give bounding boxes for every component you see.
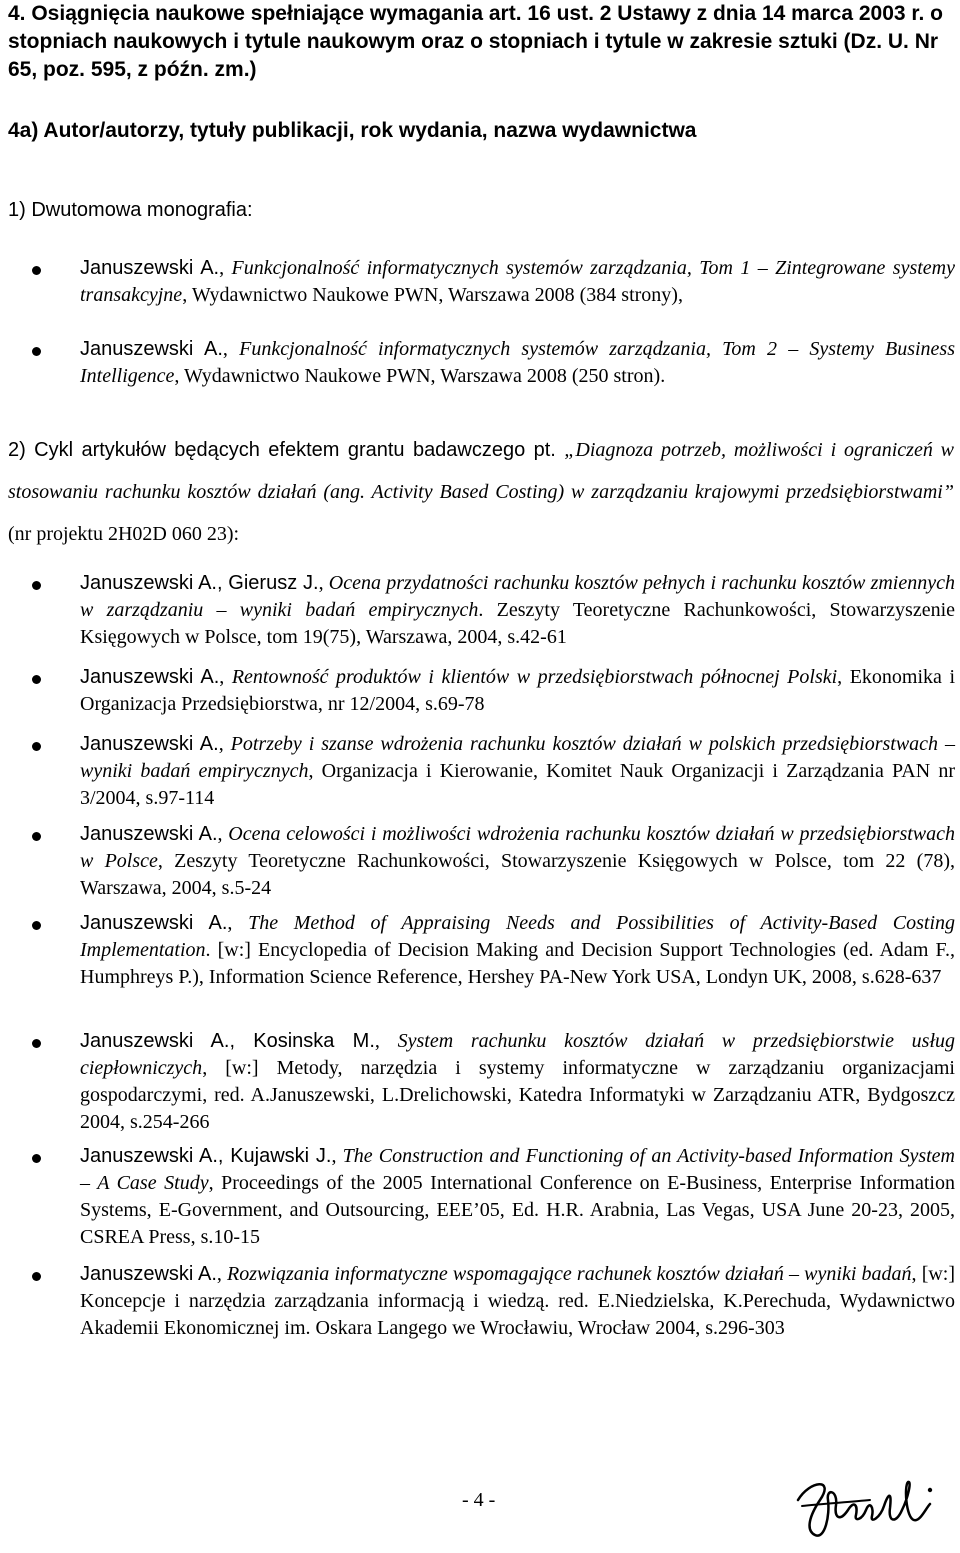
grant-intro: 2) Cykl artykułów będących efektem grantu badawczego pt.	[8, 439, 565, 461]
separator: ,	[318, 572, 329, 594]
reference-item	[80, 570, 955, 651]
monograph-label: 1) Dwutomowa monografia:	[8, 199, 253, 221]
bullet-icon	[32, 742, 41, 751]
grant-project-number: (nr projektu 2H02D 060 23):	[8, 523, 240, 545]
separator: ,	[222, 338, 240, 360]
subsection-heading: 4a) Autor/autorzy, tytuły publikacji, rok wydania, nazwa wydawnictwa	[8, 119, 697, 142]
reference-author: Januszewski A.	[80, 338, 223, 360]
bullet-icon	[32, 266, 41, 275]
bullet-icon	[32, 1039, 41, 1048]
reference-details: , [w:] Koncepcje i narzędzia zarządzania informacją i wiedzą. red. E.Niedzielska, K.Perechuda, Wydawnictwo Akademii Ekonomicznej im. Oskara Langego we Wrocławiu, Wrocław 2004, s.296-303	[80, 1263, 956, 1339]
reference-item	[80, 255, 955, 309]
reference-title: The Method of Appraising Needs and Possibilities of Activity-Based Costing Implementation	[80, 912, 956, 961]
reference-title: Ocena celowości i możliwości wdrożenia rachunku kosztów działań w przedsiębiorstwach w Polsce	[80, 823, 955, 872]
reference-title: Funkcjonalność informatycznych systemów zarządzania, Tom 2 – Systemy Business Intelligence	[80, 338, 955, 387]
bullet-icon	[32, 921, 41, 930]
reference-item	[80, 1028, 955, 1136]
reference-details: . Zeszyty Teoretyczne Rachunkowości, Stowarzyszenie Księgowych w Polsce, tom 19(75), Warszawa, 2004, s.42-61	[80, 599, 956, 648]
reference-details: , [w:] Metody, narzędzia i systemy informatyczne w zarządzaniu organizacjami gospodarczymi, red. A.Januszewski, L.Drelichowski, Katedra Informatyki w Zarządzaniu ATR, Bydgoszcz 2004, s.254-266	[80, 1057, 955, 1133]
separator: ,	[227, 912, 249, 934]
reference-item	[80, 1143, 955, 1251]
bullet-icon	[32, 347, 41, 356]
separator: ,	[217, 823, 229, 845]
reference-item	[80, 336, 955, 390]
reference-author: Januszewski A.	[80, 666, 220, 688]
section-heading: 4. Osiągnięcia naukowe spełniające wymagania art. 16 ust. 2 Ustawy z dnia 14 marca 2003 r. o stopniach naukowych i tytule naukowym oraz o stopniach i tytule w zakresie sztuki (Dz. U. Nr 65, poz. 595, z późn. zm.)	[8, 2, 943, 81]
reference-details: , Wydawnictwo Naukowe PWN, Warszawa 2008 (384 strony),	[182, 284, 683, 306]
reference-author: Januszewski A., Kujawski J.	[80, 1145, 332, 1167]
reference-details: , Zeszyty Teoretyczne Rachunkowości, Stowarzyszenie Księgowych w Polsce, tom 22 (78), Warszawa, 2004, s.5-24	[80, 850, 955, 899]
reference-author: Januszewski A., Gierusz J.	[80, 572, 319, 594]
reference-author: Januszewski A.	[80, 823, 218, 845]
bullet-icon	[32, 1272, 41, 1281]
reference-title: The Construction and Functioning of an Activity-based Information System – A Case Study	[80, 1145, 956, 1194]
reference-details: . [w:] Encyclopedia of Decision Making and Decision Support Technologies (ed. Adam F., Humphreys P.), Information Science Reference, Hershey PA-New York USA, Londyn UK, 2008, s.628-637	[80, 939, 955, 988]
separator: ,	[331, 1145, 343, 1167]
reference-title: Rozwiązania informatyczne wspomagające rachunek kosztów działań – wyniki badań	[227, 1263, 912, 1285]
reference-author: Januszewski A.	[80, 912, 228, 934]
reference-title: Funkcjonalność informatycznych systemów zarządzania, Tom 1 – Zintegrowane systemy transakcyjne	[80, 257, 956, 306]
reference-item	[80, 1261, 955, 1342]
bullet-icon	[32, 832, 41, 841]
reference-details: , Proceedings of the 2005 International Conference on E-Business, Enterprise Information Systems, E-Government, and Outsourcing, EEE’05, Ed. H.R. Arabnia, Las Vegas, USA June 20-23, 2005, CSREA Press, s.10-15	[80, 1172, 955, 1248]
grant-paragraph	[8, 429, 954, 555]
reference-item	[80, 910, 955, 991]
separator: ,	[374, 1030, 398, 1052]
reference-title: System rachunku kosztów działań w przedsiębiorstwie usług ciepłowniczych	[80, 1030, 955, 1079]
reference-title: Rentowność produktów i klientów w przedsiębiorstwach północnej Polski	[231, 666, 838, 688]
reference-title: Potrzeby i szanse wdrożenia rachunku kosztów działań w polskich przedsiębiorstwach – wyniki badań empirycznych	[80, 733, 956, 782]
separator: ,	[218, 733, 231, 755]
bullet-icon	[32, 1154, 41, 1163]
reference-author: Januszewski A., Kosinska M.	[80, 1030, 375, 1052]
reference-details: , Ekonomika i Organizacja Przedsiębiorstwa, nr 12/2004, s.69-78	[80, 666, 956, 715]
reference-item	[80, 731, 955, 812]
signature-icon	[780, 1460, 950, 1550]
bullet-icon	[32, 675, 41, 684]
bullet-icon	[32, 581, 41, 590]
reference-details: , Organizacja i Kierowanie, Komitet Nauk Organizacji i Zarządzania PAN nr 3/2004, s.97-114	[80, 760, 955, 809]
reference-details: , Wydawnictwo Naukowe PWN, Warszawa 2008 (250 stron).	[174, 365, 666, 387]
reference-item	[80, 664, 955, 718]
separator: ,	[216, 1263, 228, 1285]
page-number: - 4 -	[462, 1489, 496, 1511]
reference-item	[80, 821, 955, 902]
grant-title: „Diagnoza potrzeb, możliwości i ograniczeń w stosowaniu rachunku kosztów działań (ang. Activity Based Costing) w zarządzaniu krajowymi przedsiębiorstwami”	[8, 439, 955, 503]
separator: ,	[219, 257, 232, 279]
reference-author: Januszewski A.	[80, 1263, 217, 1285]
reference-author: Januszewski A.	[80, 733, 219, 755]
reference-title: Ocena przydatności rachunku kosztów pełnych i rachunku kosztów zmiennych w zarządzaniu – wyniki badań empirycznych	[80, 572, 955, 621]
reference-author: Januszewski A.	[80, 257, 220, 279]
separator: ,	[219, 666, 232, 688]
